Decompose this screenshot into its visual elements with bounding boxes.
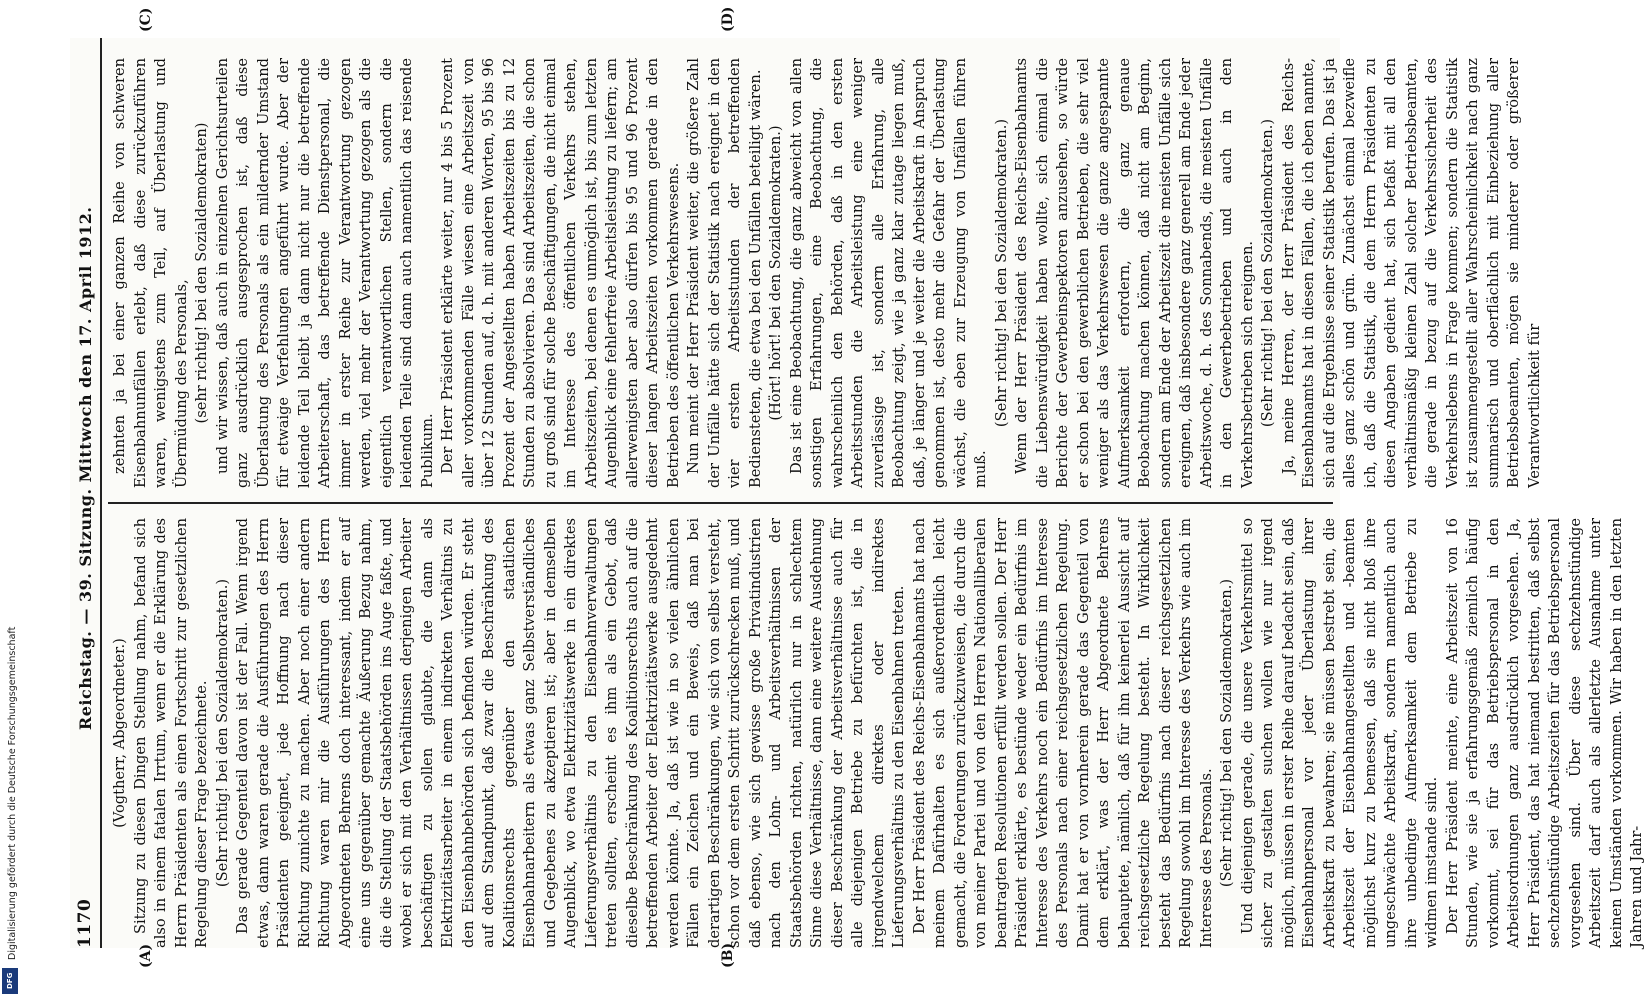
paragraph: Das gerade Gegenteil davon ist der Fall. Wenn irgend etwas, dann waren gerade die Ausführungen des Herrn Präsidenten geeignet, jede Hoffnung nach dieser Richtung zunichte zu machen. Aber noch einer andern Richtung waren mir die Ausführungen des Herrn Abgeordneten Behrens doch interessant, indem er auf eine uns gegenüber gemachte Äußerung Bezug nahm, die die Stellung der Staatsbehörden ins Auge faßte, und wobei er sich mit den Verhältnissen derjenigen Arbeiter beschäftigen zu sollen glaubte, die dann als Elektrizitätsarbeiter in einem indirekten Verhältnis zu den Eisenbahnbehörden sich befinden würden. Er steht auf dem Standpunkt, daß zwar die Beschränkung des Koalitionsrechts gegenüber den staatlichen Eisenbahnarbeitern als etwas ganz Selbstverständliches und Gegebenes zu akzeptieren ist; aber in demselben Augenblick, wo etwa Elektrizitätswerke in ein direktes Lieferungsverhältnis zu den Eisenbahnverwaltungen treten sollten, erscheint es ihm als ein Gebot, daß dieselbe Beschränkung des Koalitionsrechts auch auf die betreffenden Arbeiter der Elektrizitätswerke ausgedehnt werden könnte. Ja, daß ist wie in so vielen ähnlichen Fällen ein Zeichen und ein Beweis, daß man bei derartigen Beschränkungen, wie sich von selbst versteht, schon vor dem ersten Schritt zurückschrecken muß, und daß ebenso, wie sich gewisse große Privatindustrien nach den Lohn- und Arbeitsverhältnissen der Staatsbehörden richten, natürlich nur in schlechtem Sinne diese Verhältnisse, dann eine weitere Ausdehnung dieser Beschränkung der Arbeitsverhältnisse auch für alle diejenigen Betriebe zu befürchten ist, die in irgendwelchem direktes oder indirektes Lieferungsverhältnis zu den Eisenbahnen treten.: [234, 518, 907, 948]
speaker-label: (Vogtherr, Abgeordneter.): [111, 638, 128, 828]
interjection: (Sehr richtig! bei den Sozialdemokraten.): [1259, 118, 1276, 428]
paragraph: Das ist eine Beobachtung, die ganz abweicht von allen sonstigen Erfahrungen, eine Beobachtung, die wahrscheinlich den Behörden, daß in den ersten Arbeitsstunden die Arbeitsleistung eine weniger zuverlässige ist, sondern alle Erfahrung, alle Beobachtung zeigt, wie ja ganz klar zutage liegen muß, daß, je länger und je weiter die Arbeitskraft in Anspruch genommen ist, desto mehr die Gefahr der Überlastung wächst, die eben zur Erzeugung von Unfällen führen muß.: [787, 58, 989, 488]
funding-sidebar: [0, 0, 22, 1000]
paragraph: Und diejenigen gerade, die unsere Verkehrsmittel so sicher zu gestalten suchen wollen wie nur irgend möglich, müssen in erster Reihe darauf bedacht sein, daß Eisenbahnpersonal vor jeder Überlastung ihrer Arbeitskraft zu bewahren; sie müssen bestrebt sein, die Arbeitszeit der Eisenbahnangestellten und -beamten möglichst kurz zu bemessen, daß sie nicht bloß ihre ungeschwächte Arbeitskraft, sondern namentlich auch ihre unbedingte Aufmerksamkeit dem Betriebe zu widmen imstande sind.: [1238, 518, 1440, 948]
page-number: 1170: [75, 898, 95, 948]
paragraph: Wenn der Herr Präsident des Reichs-Eisenbahnamts die Liebenswürdigkeit haben wollte, sich einmal die Berichte der Gewerbeinspektoren anzusehen, so würde er schon bei den gewerblichen Betrieben, die sehr viel weniger als das Verkehrswesen die ganze angespannte Aufmerksamkeit erfordern, die ganz genaue Beobachtung machen können, daß nicht am Beginn, sondern am Ende der Arbeitszeit die meisten Unfälle sich ereignen, daß insbesondere ganz generell am Ende jeder Arbeitswoche, d. h. des Sonnabends, die meisten Unfälle in den Gewerbebetrieben und auch in den Verkehrsbetrieben sich ereignen.: [1013, 58, 1256, 488]
paragraph: Nun meint der Herr Präsident weiter, die größere Zahl der Unfälle hätte sich der Statistik nach ereignet in den vier ersten Arbeitsstunden der betreffenden Bediensteten, die etwa bei den Unfällen beteiligt wären.: [685, 58, 764, 488]
paragraph: Der Herr Präsident erklärte weiter, nur 4 bis 5 Prozent aller vorkommenden Fälle wiesen eine Arbeitszeit von über 12 Stunden auf, d. h. mit anderen Worten, 95 bis 96 Prozent der Angestellten haben Arbeitszeiten bis zu 12 Stunden zu absolvieren. Das sind Arbeitszeiten, die schon zu groß sind für solche Beschäftigungen, die nicht einmal im Interesse des öffentlichen Verkehrs stehen, Arbeitszeiten, bei denen es unmöglich ist, bis zum letzten Augenblick eine fehlerfreie Arbeitsleistung zu liefern; am allerwenigsten aber also dürfen bis 95 und 96 Prozent dieser langen Arbeitszeiten vorkommen gerade in den Betrieben des öffentlichen Verkehrswesens.: [439, 58, 682, 488]
interjection: (sehr richtig! bei den Sozialdemokraten): [193, 122, 210, 424]
page-title: Reichstag. — 39. Sitzung. Mittwoch den 17. April 1912.: [75, 206, 95, 731]
scanned-page: [70, 6, 1645, 968]
margin-marker-d: (D): [720, 6, 736, 32]
column-divider: [108, 502, 1333, 504]
rotated-page-content: [70, 6, 1645, 968]
dfg-logo: DFG: [2, 968, 18, 994]
interjection: (Sehr richtig! bei den Sozialdemokraten.): [992, 118, 1010, 428]
paragraph: Sitzung zu diesen Dingen Stellung nahm, befand sich also in einem fatalen Irrtum, wenn er die Erklärung des Herrn Präsidenten als einen Fortschritt zur gesetzlichen Regelung dieser Frage bezeichnete.: [131, 518, 210, 948]
margin-marker-c: (C): [138, 7, 154, 32]
margin-marker-a: (A): [138, 943, 154, 968]
margin-marker-b: (B): [720, 942, 736, 968]
paragraph: zehnten ja bei einer ganzen Reihe von schweren Eisenbahnunfällen erlebt, daß diese zurückzuführen waren, wenigstens zum Teil, auf Überlastung und Übermüdung des Personals,: [111, 58, 190, 488]
left-column: [110, 518, 1645, 948]
interjection: (Sehr richtig! bei den Sozialdemokraten.): [213, 578, 231, 888]
interjection: (Sehr richtig! bei den Sozialdemokraten.): [1218, 578, 1235, 888]
paragraph: Ja, meine Herren, der Herr Präsident des Reichs-Eisenbahnamts hat in diesen Fällen, die ich eben nannte, sich auf die Ergebnisse seiner Statistik berufen. Das ist ja alles ganz schön und grün. Zunächst einmal bezweifle ich, daß die Statistik, die dem Herrn Präsidenten zu diesen Angaben gedient hat, sich befaßt mit all den verhältnismäßig kleinen Zahl solcher Betriebsbeamten, die gerade in bezug auf die Verkehrssicherheit des Verkehrslebens in Frage kommen; sondern die Statistik ist zusammengestellt aller Wahrscheinlichkeit nach ganz summarisch und oberflächlich mit Einbeziehung aller Betriebsbeamten, mögen sie minderer oder größerer Verantwortlichkeit für: [1279, 58, 1543, 488]
page-header: [70, 38, 102, 948]
paragraph: Der Herr Präsident meinte, eine Arbeitszeit von 16 Stunden, wie sie ja erfahrungsgemäß ziemlich häufig vorkommt, sei für das Betriebspersonal in den Arbeitsordnungen ganz ausdrücklich vorgesehen. Ja, Herr Präsident, das hat niemand bestritten, daß selbst sechzehnstündige Arbeitszeiten für das Betriebspersonal vorgesehen sind. Über diese sechzehnstündige Arbeitszeit darf auch als allerletzte Ausnahme unter keinen Umständen vorkommen. Wir haben in den letzten Jahren und Jahr-: [1443, 518, 1645, 948]
paragraph: Der Herr Präsident des Reichs-Eisenbahnamts hat nach meinem Dafürhalten es sich außerordentlich leicht gemacht, die Forderungen zurückzuweisen, die durch die von meiner Partei und von den Herren Nationalliberalen beantragten Resolutionen erfüllt werden sollen. Der Herr Präsident erklärte, es bestünde weder ein Bedürfnis im Interesse des Verkehrs noch ein Bedürfnis im Interesse des Personals nach einer reichsgesetzlichen Regelung. Damit hat er von vornherein gerade das Gegenteil von dem erklärt, was der Herr Abgeordnete Behrens behauptete, nämlich, daß für ihn keinerlei Aussicht auf reichsgesetzliche Regelung besteht. In Wirklichkeit besteht das Bedürfnis nach dieser reichsgesetzlichen Regelung sowohl im Interesse des Verkehrs wie auch im Interesse des Personals.: [910, 518, 1215, 948]
funding-note: Digitalisierung gefördert durch die Deutsche Forschungsgemeinschaft: [7, 626, 18, 960]
right-column: [110, 58, 1543, 488]
interjection: (Hört! hört! bei den Sozialdemokraten.): [767, 125, 784, 421]
paragraph: und wir wissen, daß auch in einzelnen Gerichtsurteilen ganz ausdrücklich ausgesprochen ist, daß diese Überlastung des Personals als ein mildernder Umstand für etwaige Verfehlungen angeführt wurde. Aber der leidende Teil bleibt ja dann nicht nur die betreffende Arbeiterschaft, das betreffende Dienstpersonal, die immer in erster Reihe zur Verantwortung gezogen werden, viel mehr der Verantwortung gezogen als die eigentlich verantwortlichen Stellen, sondern die leidenden Teile sind dann auch namentlich das reisende Publikum.: [213, 58, 436, 488]
